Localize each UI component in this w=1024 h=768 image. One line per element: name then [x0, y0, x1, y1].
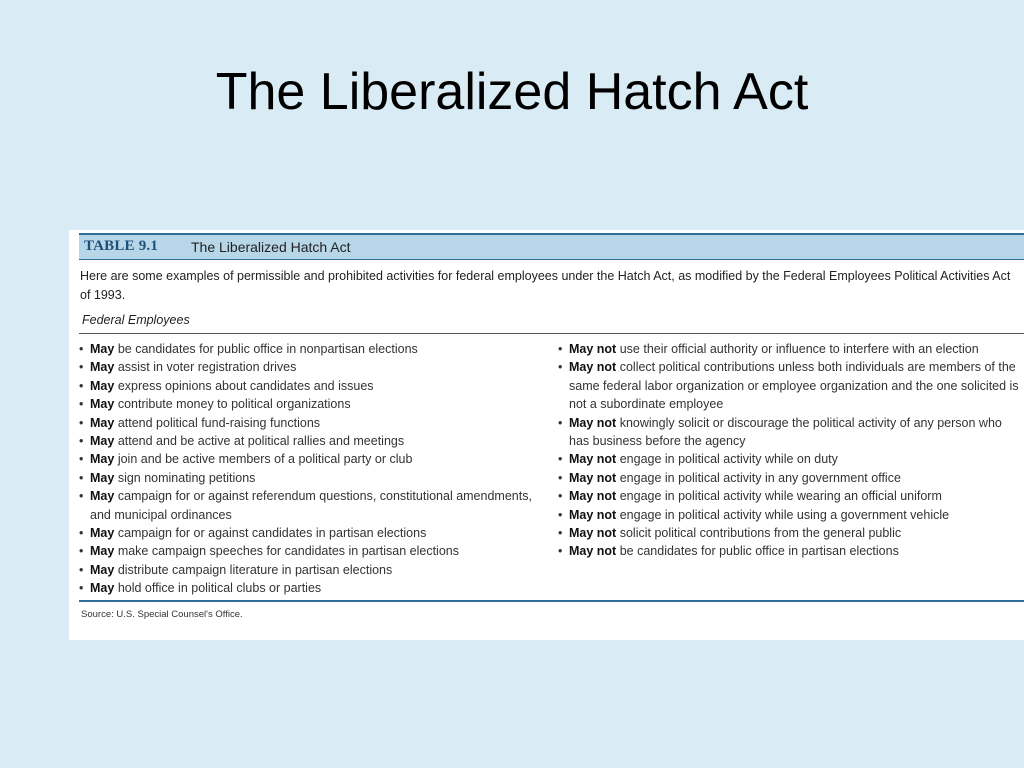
may-not-item [558, 506, 1020, 524]
may-item [79, 432, 539, 450]
may-not-item [558, 340, 1020, 358]
may-item [79, 377, 539, 395]
may-item [79, 542, 539, 560]
table-caption: The Liberalized Hatch Act [191, 239, 351, 255]
bullet-icon: • [79, 452, 84, 467]
bullet-icon: • [79, 489, 84, 504]
item-text: distribute campaign literature in partisan elections [117, 562, 393, 577]
may-not-item [558, 487, 1020, 505]
item-lead: May not [569, 489, 617, 504]
bullet-icon: • [79, 526, 84, 541]
item-text: hold office in political clubs or parties [117, 581, 322, 596]
may-not-list [558, 340, 1020, 561]
may-not-item [558, 414, 1020, 451]
item-lead: May not [569, 415, 617, 430]
bullet-icon: • [79, 415, 84, 430]
bullet-icon: • [558, 489, 563, 504]
may-item [79, 358, 539, 376]
item-lead: May [90, 342, 115, 356]
may-item [79, 450, 539, 468]
table-panel [69, 230, 1024, 640]
may-item [79, 487, 539, 524]
item-text: engage in political activity while wearing an official uniform [619, 489, 942, 504]
group-label: Federal Employees [82, 313, 190, 327]
item-text: join and be active members of a political party or club [117, 452, 413, 467]
bullet-icon: • [558, 507, 563, 522]
item-text: contribute money to political organizations [117, 397, 351, 412]
may-not-item [558, 450, 1020, 468]
item-text: knowingly solicit or discourage the political activity of any person who has business before the agency [569, 415, 1002, 449]
item-lead: May not [569, 342, 617, 356]
bullet-icon: • [558, 526, 563, 541]
may-not-item [558, 469, 1020, 487]
item-lead: May not [569, 544, 617, 559]
may-item [79, 340, 539, 358]
bullet-icon: • [558, 470, 563, 485]
item-text: engage in political activity in any government office [619, 470, 901, 485]
item-lead: May [90, 360, 115, 375]
item-text: attend political fund-raising functions [117, 415, 321, 430]
table-number: TABLE 9.1 [84, 238, 159, 254]
item-lead: May [90, 378, 115, 393]
bullet-icon: • [79, 562, 84, 577]
item-lead: May not [569, 526, 617, 541]
item-text: assist in voter registration drives [117, 360, 297, 375]
item-lead: May [90, 562, 115, 577]
bottom-rule [79, 600, 1024, 602]
may-item [79, 524, 539, 542]
item-lead: May [90, 526, 115, 541]
bullet-icon: • [79, 544, 84, 559]
bullet-icon: • [79, 397, 84, 412]
item-text: collect political contributions unless both individuals are members of the same federal labor organization or employee organization and the one solicited is not a subordinate employee [569, 360, 1019, 412]
item-lead: May [90, 397, 115, 412]
may-item [79, 469, 539, 487]
bullet-icon: • [558, 415, 563, 430]
bullet-icon: • [79, 581, 84, 596]
bullet-icon: • [558, 342, 563, 356]
item-text: express opinions about candidates and issues [117, 378, 374, 393]
item-text: sign nominating petitions [117, 470, 256, 485]
item-lead: May not [569, 507, 617, 522]
item-text: make campaign speeches for candidates in partisan elections [117, 544, 459, 559]
item-lead: May [90, 470, 115, 485]
bullet-icon: • [558, 452, 563, 467]
bullet-icon: • [558, 544, 563, 559]
may-not-item [558, 524, 1020, 542]
source-note: Source: U.S. Special Counsel's Office. [81, 609, 243, 620]
item-text: solicit political contributions from the general public [619, 526, 902, 541]
item-text: be candidates for public office in partisan elections [619, 544, 899, 559]
divider-rule [79, 333, 1024, 334]
item-lead: May [90, 489, 115, 504]
item-lead: May [90, 452, 115, 467]
item-text: campaign for or against candidates in partisan elections [117, 526, 427, 541]
item-text: attend and be active at political rallies and meetings [117, 434, 405, 449]
may-item [79, 395, 539, 413]
item-lead: May [90, 434, 115, 449]
may-not-item [558, 358, 1020, 413]
item-lead: May not [569, 470, 617, 485]
bullet-icon: • [79, 378, 84, 393]
table-header [79, 233, 1024, 260]
item-lead: May [90, 544, 115, 559]
item-text: be candidates for public office in nonpartisan elections [117, 342, 418, 356]
may-not-item [558, 542, 1020, 560]
item-lead: May not [569, 360, 617, 375]
item-lead: May [90, 415, 115, 430]
may-item [79, 414, 539, 432]
item-lead: May [90, 581, 115, 596]
item-text: engage in political activity while using a government vehicle [619, 507, 950, 522]
table-intro: Here are some examples of permissible and prohibited activities for federal employees under the Hatch Act, as modified by the Federal Employees Political Activities Act of 1993. [80, 269, 1011, 302]
slide-title: The Liberalized Hatch Act [215, 63, 809, 121]
bullet-icon: • [79, 360, 84, 375]
bullet-icon: • [79, 434, 84, 449]
bullet-icon: • [558, 360, 563, 375]
bullet-icon: • [79, 342, 84, 356]
may-item [79, 579, 539, 597]
bullet-icon: • [79, 470, 84, 485]
item-text: campaign for or against referendum questions, constitutional amendments, and municipal ordinances [90, 489, 532, 522]
may-list [79, 340, 539, 598]
item-text: use their official authority or influence to interfere with an election [619, 342, 979, 356]
item-lead: May not [569, 452, 617, 467]
may-item [79, 561, 539, 579]
item-text: engage in political activity while on duty [619, 452, 838, 467]
